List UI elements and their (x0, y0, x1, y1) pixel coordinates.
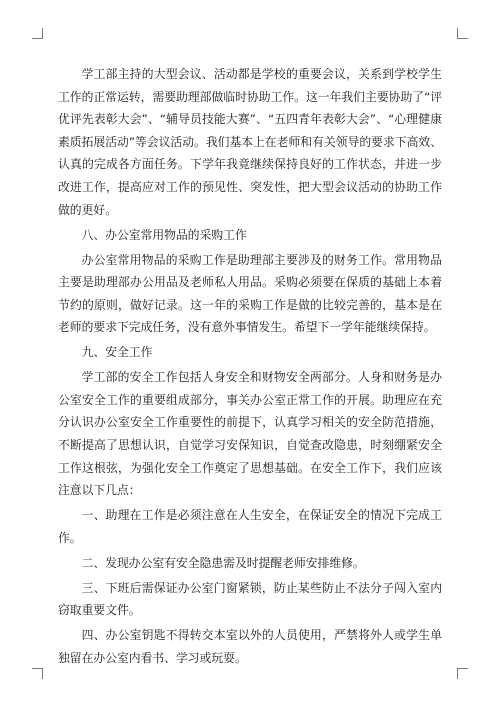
crop-mark-bottom-left (32, 668, 43, 679)
section-heading-procurement: 八、办公室常用物品的采购工作 (81, 227, 247, 242)
crop-mark-top-right (457, 28, 468, 39)
section-heading-safety: 九、安全工作 (81, 345, 153, 360)
safety-point-2: 二、发现办公室有安全隐患需及时提醒老师安排维修。 (81, 555, 365, 570)
safety-point-1: 一、助理在工作是必须注意在人生安全，在保证安全的情况下完成工作。 (58, 508, 442, 545)
paragraph-safety: 学工部的安全工作包括人身安全和财物安全两部分。人身和财务是办公室安全工作的重要组成部分，事关办公室正常工作的开展。助理应在充分认识办公室安全工作重要性的前提下，认真学习相关的安全防范措施，不断提高了思想认识，自觉学习安保知识，自觉查改隐患，时刻绷紧安全工作这根弦，为强化安全工作奠定了思想基础。在安全工作下，我们应该注意以下几点： (58, 370, 442, 498)
paragraph-procurement: 办公室常用物品的采购工作是助理部主要涉及的财务工作。常用物品主要是助理部办公用品及老师私人用品。采购必须要在保质的基础上本着节约的原则，做好记录。这一年的采购工作是做的比较完善的，基本是在老师的要求下完成任务，没有意外事情发生。希望下一学年能继续保持。 (58, 252, 442, 335)
document-body (58, 63, 442, 670)
safety-point-3: 三、下班后需保证办公室门窗紧锁，防止某些防止不法分子闯入室内窃取重要文件。 (58, 580, 442, 618)
paragraph-meeting-assistance: 学工部主持的大型会议、活动都是学校的重要会议，关系到学校学生工作的正常运转，需要助理部做临时协助工作。这一年我们主要协助了“评优评先表彰大会”、“辅导员技能大赛”、“五四青年表彰大会”、“心理健康素质拓展活动”等会议活动。我们基本上在老师和有关领导的要求下高效、认真的完成各方面任务。下学年我竟继续保持良好的工作状态，并进一步改进工作，提高应对工作的预见性、突发性，把大型会议活动的协助工作做的更好。 (58, 67, 442, 217)
crop-mark-bottom-right (457, 668, 468, 679)
crop-mark-top-left (32, 28, 43, 39)
safety-point-4: 四、办公室钥匙不得转交本室以外的人员使用，严禁将外人或学生单独留在办公室内看书、学习或玩耍。 (58, 628, 442, 665)
